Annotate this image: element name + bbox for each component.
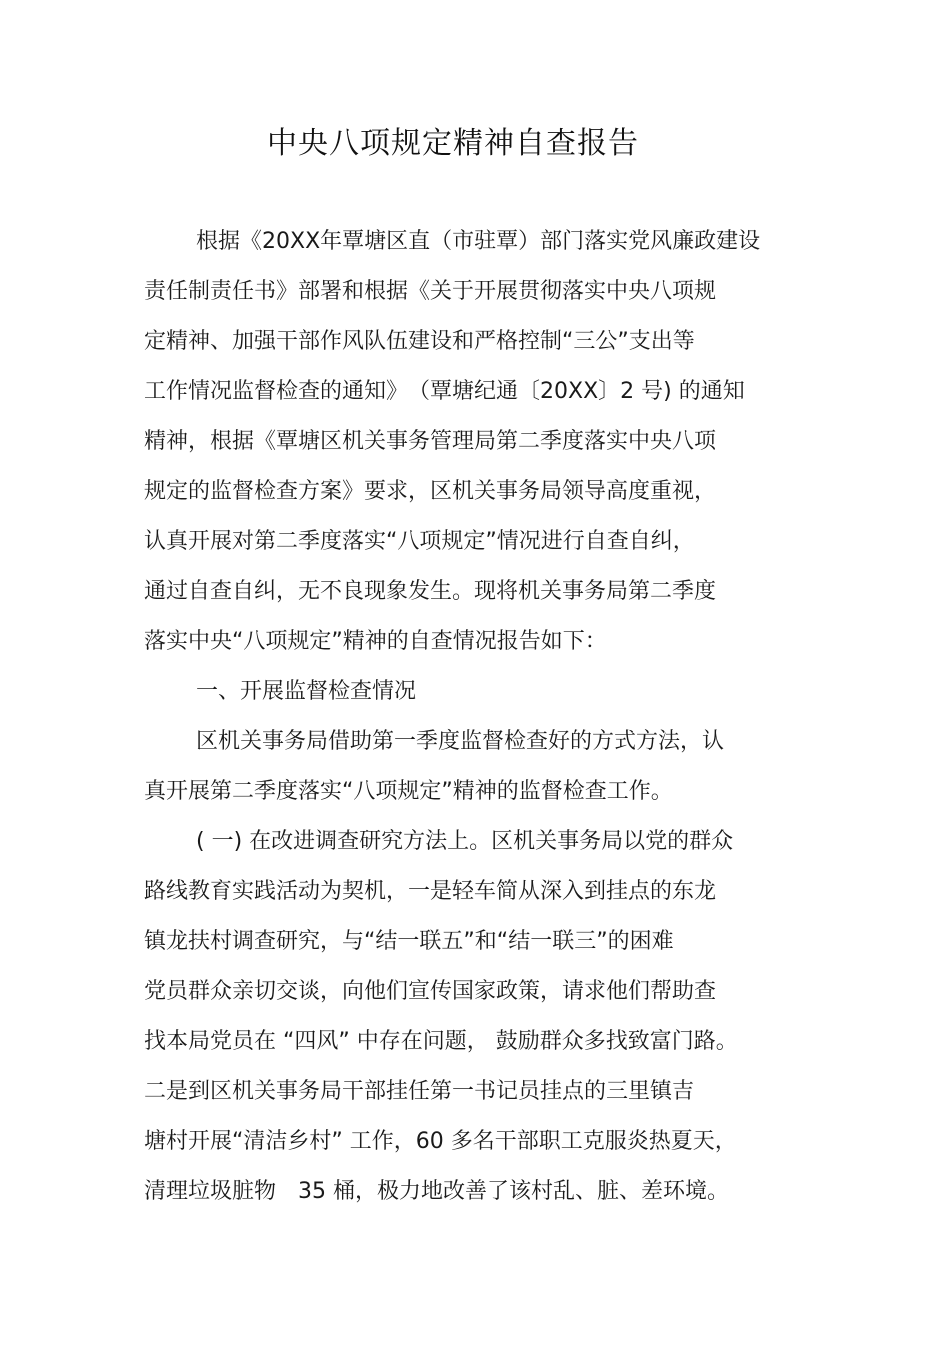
body-line: 区机关事务局借助第一季度监督检查好的方式方法，认 — [196, 729, 725, 754]
body-line: 二是到区机关事务局干部挂任第一书记员挂点的三里镇吉 — [144, 1079, 695, 1104]
body-line: 找本局党员在 “四风” 中存在问题， 鼓励群众多找致富门路。 — [144, 1029, 738, 1054]
body-line: 规定的监督检查方案》要求，区机关事务局领导高度重视， — [144, 479, 717, 504]
body-line: 清理垃圾脏物 35 桶，极力地改善了该村乱、脏、差环境。 — [144, 1179, 729, 1204]
body-line: 真开展第二季度落实“八项规定”精神的监督检查工作。 — [144, 779, 673, 804]
body-line: 根据《20XX年覃塘区直（市驻覃）部门落实党风廉政建设 — [196, 229, 761, 254]
body-line: 认真开展对第二季度落实“八项规定”情况进行自查自纠， — [144, 529, 695, 554]
body-line: 责任制责任书》部署和根据《关于开展贯彻落实中央八项规 — [144, 279, 717, 304]
body-line: ( 一) 在改进调查研究方法上。区机关事务局以党的群众 — [196, 829, 734, 854]
body-line: 路线教育实践活动为契机，一是轻车简从深入到挂点的东龙 — [144, 879, 717, 904]
body-line: 通过自查自纠，无不良现象发生。现将机关事务局第二季度 — [144, 579, 717, 604]
body-line: 党员群众亲切交谈，向他们宣传国家政策，请求他们帮助查 — [144, 979, 717, 1004]
body-line: 精神，根据《覃塘区机关事务管理局第二季度落实中央八项 — [144, 429, 717, 454]
body-line: 镇龙扶村调查研究，与“结一联五”和“结一联三”的困难 — [144, 929, 674, 954]
body-line: 工作情况监督检查的通知》 （覃塘纪通〔20XX〕2 号) 的通知 — [144, 379, 745, 404]
document-title: 中央八项规定精神自查报告 — [267, 126, 639, 161]
body-line: 定精神、加强干部作风队伍建设和严格控制“三公”支出等 — [144, 329, 695, 354]
body-line: 落实中央“八项规定”精神的自查情况报告如下： — [144, 629, 607, 654]
section-heading: 一、开展监督检查情况 — [196, 679, 417, 704]
body-line: 塘村开展“清洁乡村” 工作，60 多名干部职工克服炎热夏天， — [144, 1129, 737, 1154]
